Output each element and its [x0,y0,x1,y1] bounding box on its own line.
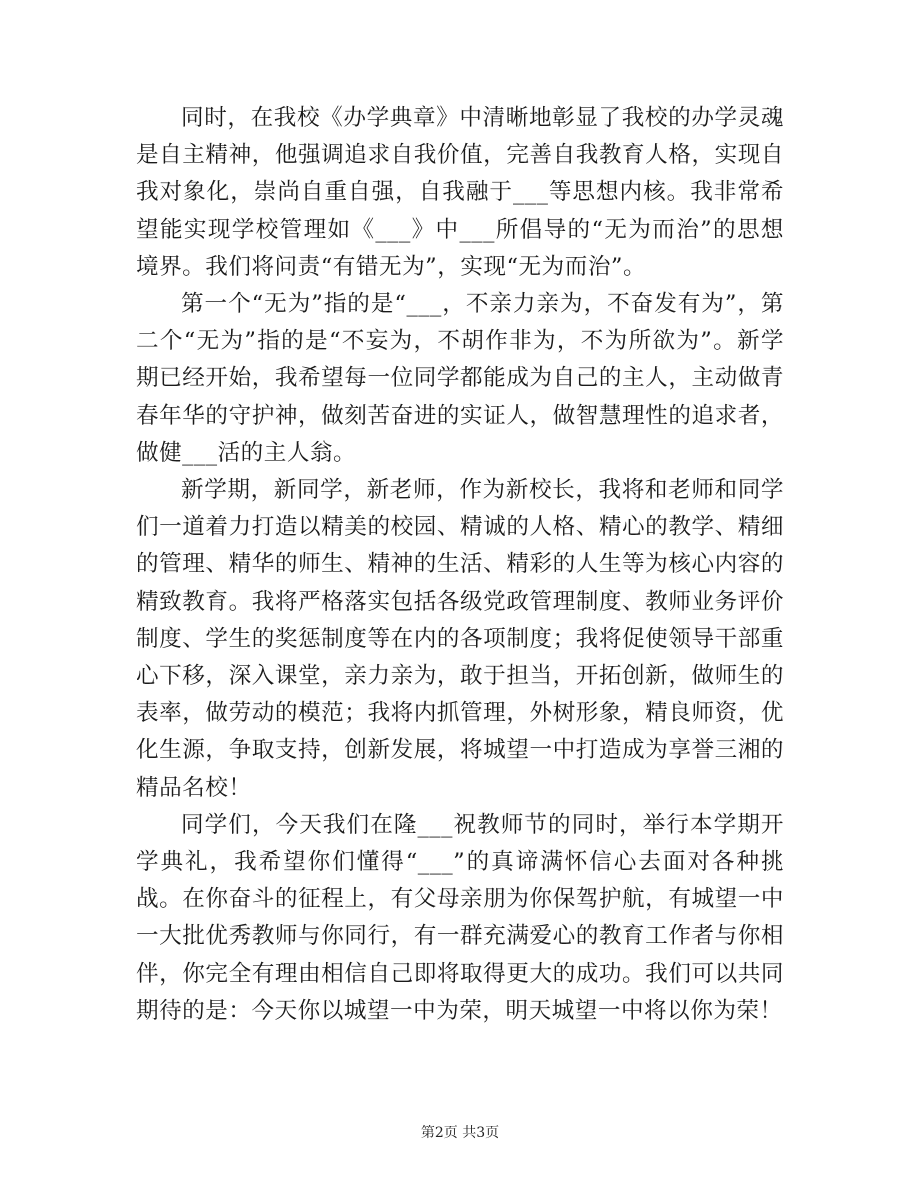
paragraph-3: 新学期，新同学，新老师，作为新校长，我将和老师和同学们一道着力打造以精美的校园、精诚的人格、精心的教学、精细的管理、精华的师生、精神的生活、精彩的人生等为核心内容的精致教育。我将严格落实包括各级党政管理制度、教师业务评价制度、学生的奖惩制度等在内的各项制度；我将促使领导干部重心下移，深入课堂，亲力亲为，敢于担当，开拓创新，做师生的表率，做劳动的模范；我将内抓管理，外树形象，精良师资，优化生源，争取支持，创新发展，将城望一中打造成为享誉三湘的精品名校！ [136,477,784,801]
document-body [136,100,784,1030]
paragraph-2: 第一个“无为”指的是“___，不亲力亲为，不奋发有为”，第二个“无为”指的是“不妄为，不胡作非为，不为所欲为”。新学期已经开始，我希望每一位同学都能成为自己的主人，主动做青春年华的守护神，做刻苦奋进的实证人，做智慧理性的追求者，做健___活的主人翁。 [136,291,784,466]
paragraph-4: 同学们，今天我们在隆___祝教师节的同时，举行本学期开学典礼，我希望你们懂得“___”的真谛满怀信心去面对各种挑战。在你奋斗的征程上，有父母亲朋为你保驾护航，有城望一中一大批优秀教师与你同行，有一群充满爱心的教育工作者与你相伴，你完全有理由相信自己即将取得更大的成功。我们可以共同期待的是：今天你以城望一中为荣，明天城望一中将以你为荣！ [136,811,784,1024]
paragraph-1: 同时，在我校《办学典章》中清晰地彰显了我校的办学灵魂是自主精神，他强调追求自我价值，完善自我教育人格，实现自我对象化，崇尚自重自强，自我融于___等思想内核。我非常希望能实现学校管理如《___》中___所倡导的“无为而治”的思想境界。我们将问责“有错无为”，实现“无为而治”。 [136,105,784,280]
page-number-footer: 第2页 共3页 [420,1125,500,1141]
